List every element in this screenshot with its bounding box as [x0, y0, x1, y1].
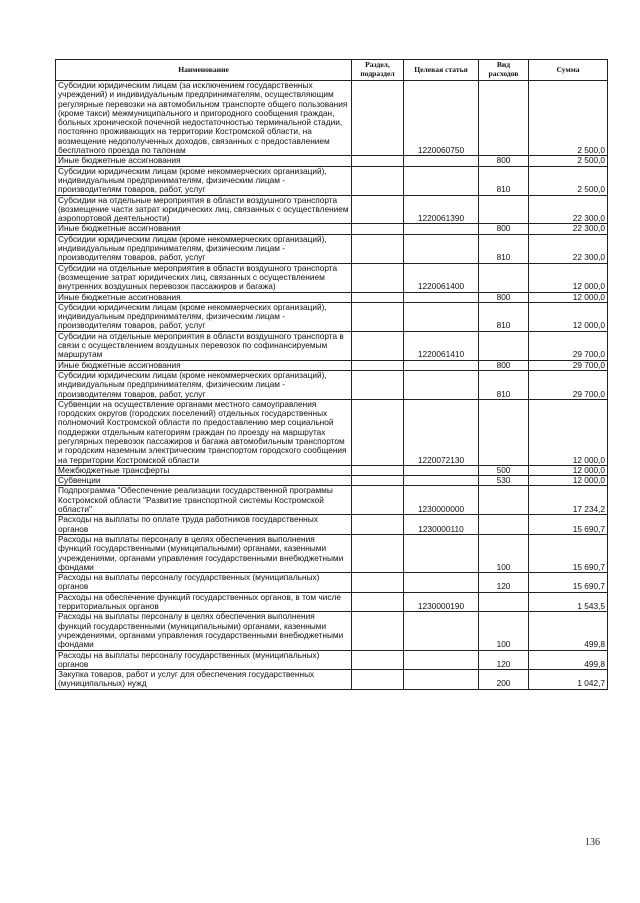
- row-target-cell: [404, 465, 479, 475]
- row-section-cell: [352, 476, 404, 486]
- table-row: [56, 476, 608, 486]
- row-sum-cell: 12 000,0: [529, 465, 608, 475]
- row-kind-cell: [479, 263, 529, 292]
- table-row: [56, 534, 608, 572]
- row-section-cell: [352, 370, 404, 399]
- row-target-cell: [404, 234, 479, 263]
- row-name-cell: Иные бюджетные ассигнования: [56, 360, 352, 370]
- table-row: [56, 156, 608, 166]
- row-name-cell: Иные бюджетные ассигнования: [56, 224, 352, 234]
- row-section-cell: [352, 486, 404, 515]
- table-row: [56, 302, 608, 331]
- row-name-cell: Субсидии юридическим лицам (кроме некоммерческих организаций), индивидуальным предпринимателям, физическим лицам - производителям товаров, работ, услуг: [56, 234, 352, 263]
- table-row: [56, 515, 608, 535]
- row-kind-cell: 200: [479, 670, 529, 690]
- table-row: [56, 263, 608, 292]
- row-target-cell: [404, 534, 479, 572]
- row-kind-cell: 120: [479, 573, 529, 593]
- row-kind-cell: 530: [479, 476, 529, 486]
- row-section-cell: [352, 156, 404, 166]
- row-name-cell: Субсидии юридическим лицам (кроме некоммерческих организаций), индивидуальным предпринимателям, физическим лицам - производителям товаров, работ, услуг: [56, 302, 352, 331]
- row-section-cell: [352, 650, 404, 670]
- row-kind-cell: 800: [479, 156, 529, 166]
- table-row: [56, 486, 608, 515]
- row-target-cell: 1230000190: [404, 592, 479, 612]
- table-row: [56, 195, 608, 224]
- row-section-cell: [352, 224, 404, 234]
- row-name-cell: Расходы на обеспечение функций государственных органов, в том числе территориальных органов: [56, 592, 352, 612]
- row-section-cell: [352, 612, 404, 650]
- row-sum-cell: 2 500,0: [529, 166, 608, 195]
- row-target-cell: [404, 612, 479, 650]
- row-target-cell: [404, 166, 479, 195]
- row-sum-cell: 12 000,0: [529, 302, 608, 331]
- row-sum-cell: 499,8: [529, 612, 608, 650]
- row-sum-cell: 22 300,0: [529, 224, 608, 234]
- row-name-cell: Иные бюджетные ассигнования: [56, 292, 352, 302]
- row-section-cell: [352, 515, 404, 535]
- row-sum-cell: 29 700,0: [529, 360, 608, 370]
- row-kind-cell: 810: [479, 302, 529, 331]
- table-row: [56, 166, 608, 195]
- row-kind-cell: [479, 331, 529, 360]
- row-kind-cell: [479, 195, 529, 224]
- row-sum-cell: 12 000,0: [529, 292, 608, 302]
- row-kind-cell: [479, 81, 529, 156]
- row-sum-cell: 22 300,0: [529, 195, 608, 224]
- table-row: [56, 234, 608, 263]
- row-target-cell: [404, 360, 479, 370]
- table-row: [56, 592, 608, 612]
- table-row: [56, 370, 608, 399]
- row-name-cell: Расходы на выплаты персоналу в целях обеспечения выполнения функций государственными (муниципальными) органами, казенными учреждениями, органами управления государственными внебюджетными фондами: [56, 612, 352, 650]
- row-section-cell: [352, 234, 404, 263]
- table-header-row: [56, 60, 608, 81]
- row-sum-cell: 15 690,7: [529, 534, 608, 572]
- row-target-cell: [404, 302, 479, 331]
- row-section-cell: [352, 195, 404, 224]
- row-kind-cell: 120: [479, 650, 529, 670]
- row-sum-cell: 17 234,2: [529, 486, 608, 515]
- row-name-cell: Расходы на выплаты персоналу государственных (муниципальных) органов: [56, 573, 352, 593]
- header-section: Раздел, подраздел: [352, 60, 404, 81]
- row-name-cell: Расходы на выплаты персоналу государственных (муниципальных) органов: [56, 650, 352, 670]
- row-sum-cell: 29 700,0: [529, 370, 608, 399]
- row-section-cell: [352, 302, 404, 331]
- row-target-cell: 1220060750: [404, 81, 479, 156]
- row-name-cell: Межбюджетные трансферты: [56, 465, 352, 475]
- row-kind-cell: 810: [479, 370, 529, 399]
- row-sum-cell: 2 500,0: [529, 81, 608, 156]
- table-row: [56, 670, 608, 690]
- row-sum-cell: 12 000,0: [529, 399, 608, 465]
- row-name-cell: Субсидии юридическим лицам (кроме некоммерческих организаций), индивидуальным предпринимателям, физическим лицам - производителям товаров, работ, услуг: [56, 370, 352, 399]
- row-name-cell: Субсидии на отдельные мероприятия в области воздушного транспорта (возмещение затрат юридических лиц, связанных с осуществлением внутренних воздушных перевозок пассажиров и багажа): [56, 263, 352, 292]
- page-number: 136: [585, 837, 600, 848]
- row-section-cell: [352, 534, 404, 572]
- row-kind-cell: [479, 486, 529, 515]
- row-kind-cell: 100: [479, 534, 529, 572]
- row-kind-cell: 810: [479, 234, 529, 263]
- row-target-cell: [404, 292, 479, 302]
- row-sum-cell: 12 000,0: [529, 263, 608, 292]
- row-name-cell: Субсидии на отдельные мероприятия в области воздушного транспорта (возмещение части затрат юридических лиц, связанных с осуществлением аэропортовой деятельности): [56, 195, 352, 224]
- row-sum-cell: 15 690,7: [529, 515, 608, 535]
- row-kind-cell: 500: [479, 465, 529, 475]
- header-sum: Сумма: [529, 60, 608, 81]
- row-sum-cell: 15 690,7: [529, 573, 608, 593]
- row-name-cell: Иные бюджетные ассигнования: [56, 156, 352, 166]
- row-kind-cell: [479, 515, 529, 535]
- table-body: [56, 81, 608, 690]
- row-target-cell: 1220061390: [404, 195, 479, 224]
- table-row: [56, 465, 608, 475]
- row-name-cell: Подпрограмма "Обеспечение реализации государственной программы Костромской области "Развитие транспортной системы Костромской области": [56, 486, 352, 515]
- row-target-cell: [404, 370, 479, 399]
- row-kind-cell: 800: [479, 292, 529, 302]
- row-section-cell: [352, 399, 404, 465]
- row-name-cell: Субвенции на осуществление органами местного самоуправления городских округов (городских поселений) отдельных государственных полномочий Костромской области по предоставлению мер социальной поддержки отдельным категориям граждан по проезду на маршрутах регулярных перевозок пассажиров и багажа автомобильным транспортом и городским наземным электрическим транспортом городского сообщения на территории Костромской области: [56, 399, 352, 465]
- table-row: [56, 612, 608, 650]
- row-kind-cell: 800: [479, 224, 529, 234]
- table-row: [56, 224, 608, 234]
- row-name-cell: Субсидии юридическим лицам (за исключением государственных учреждений) и индивидуальным предпринимателям, осуществляющим регулярные перевозки на автомобильном транспорте общего пользования (кроме такси) межмуниципального и пригородного сообщения граждан, больных хронической почечной недостаточностью терминальной стадии, постоянно проживающих на территории Костромской области, на возмещение недополученных доходов, связанных с предоставлением бесплатного проезда по талонам: [56, 81, 352, 156]
- row-target-cell: [404, 670, 479, 690]
- row-sum-cell: 1 543,5: [529, 592, 608, 612]
- row-section-cell: [352, 331, 404, 360]
- budget-table: [55, 59, 608, 690]
- table-row: [56, 360, 608, 370]
- table-row: [56, 399, 608, 465]
- row-section-cell: [352, 670, 404, 690]
- row-section-cell: [352, 465, 404, 475]
- row-target-cell: [404, 156, 479, 166]
- row-kind-cell: [479, 592, 529, 612]
- row-sum-cell: 22 300,0: [529, 234, 608, 263]
- table-row: [56, 81, 608, 156]
- header-kind: Вид расходов: [479, 60, 529, 81]
- header-name: Наименование: [56, 60, 352, 81]
- row-section-cell: [352, 573, 404, 593]
- row-target-cell: [404, 476, 479, 486]
- row-sum-cell: 1 042,7: [529, 670, 608, 690]
- row-kind-cell: 800: [479, 360, 529, 370]
- header-target: Целевая статья: [404, 60, 479, 81]
- table-row: [56, 573, 608, 593]
- row-section-cell: [352, 360, 404, 370]
- row-kind-cell: [479, 399, 529, 465]
- row-kind-cell: 100: [479, 612, 529, 650]
- row-target-cell: [404, 573, 479, 593]
- row-kind-cell: 810: [479, 166, 529, 195]
- row-section-cell: [352, 81, 404, 156]
- row-section-cell: [352, 166, 404, 195]
- row-target-cell: 1220061410: [404, 331, 479, 360]
- row-name-cell: Субсидии юридическим лицам (кроме некоммерческих организаций), индивидуальным предпринимателям, физическим лицам - производителям товаров, работ, услуг: [56, 166, 352, 195]
- row-target-cell: 1230000110: [404, 515, 479, 535]
- table-row: [56, 650, 608, 670]
- row-name-cell: Закупка товаров, работ и услуг для обеспечения государственных (муниципальных) нужд: [56, 670, 352, 690]
- row-name-cell: Субсидии на отдельные мероприятия в области воздушного транспорта в связи с осуществлением воздушных перевозок по софинансируемым маршрутам: [56, 331, 352, 360]
- row-name-cell: Субвенции: [56, 476, 352, 486]
- row-name-cell: Расходы на выплаты персоналу в целях обеспечения выполнения функций государственными (муниципальными) органами, казенными учреждениями, органами управления государственными внебюджетными фондами: [56, 534, 352, 572]
- row-sum-cell: 2 500,0: [529, 156, 608, 166]
- row-target-cell: [404, 224, 479, 234]
- row-sum-cell: 499,8: [529, 650, 608, 670]
- row-section-cell: [352, 263, 404, 292]
- row-target-cell: 1230000000: [404, 486, 479, 515]
- row-target-cell: 1220072130: [404, 399, 479, 465]
- row-section-cell: [352, 592, 404, 612]
- row-target-cell: 1220061400: [404, 263, 479, 292]
- row-sum-cell: 29 700,0: [529, 331, 608, 360]
- table-row: [56, 292, 608, 302]
- row-sum-cell: 12 000,0: [529, 476, 608, 486]
- row-section-cell: [352, 292, 404, 302]
- table-row: [56, 331, 608, 360]
- row-target-cell: [404, 650, 479, 670]
- row-name-cell: Расходы на выплаты по оплате труда работников государственных органов: [56, 515, 352, 535]
